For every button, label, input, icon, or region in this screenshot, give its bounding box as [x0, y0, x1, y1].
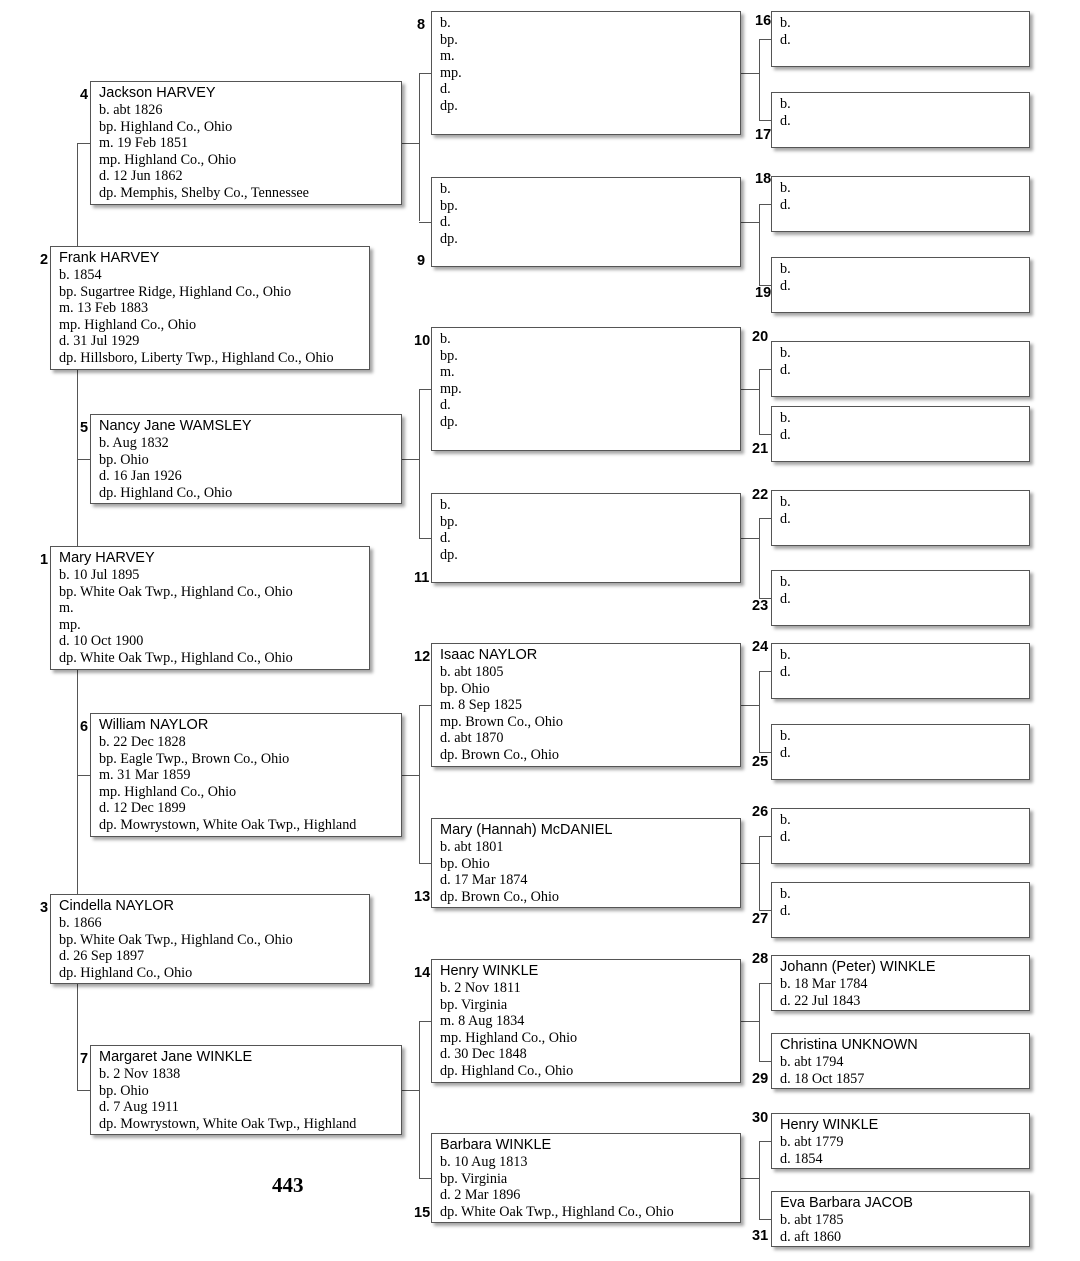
person-fact: b. [780, 180, 791, 196]
person-fact: m. 31 Mar 1859 [99, 767, 191, 784]
person-fact: b. 1854 [59, 267, 102, 283]
person-fact: dp. [440, 546, 458, 563]
person-index: 8 [417, 17, 426, 33]
person-fact: b. Aug 1832 [99, 435, 169, 451]
person-fact: m. [440, 364, 455, 381]
person-fact: m. 19 Feb 1851 [99, 135, 189, 152]
person-box[interactable] [771, 176, 1030, 232]
person-box[interactable] [90, 414, 402, 504]
person-box[interactable] [771, 1113, 1030, 1169]
person-index: 17 [755, 127, 772, 143]
person-fact: bp. White Oak Twp., Highland Co., Ohio [59, 583, 293, 600]
person-fact: b. [780, 574, 791, 590]
person-fact: b. 2 Nov 1838 [99, 1066, 181, 1082]
connector-line [759, 1141, 771, 1142]
person-fact: d. [780, 112, 791, 129]
connector-line [759, 752, 771, 753]
person-box[interactable] [771, 882, 1030, 938]
person-index: 9 [417, 253, 426, 269]
person-fact: m. [59, 600, 74, 617]
person-fact: d. 26 Sep 1897 [59, 948, 145, 965]
connector-line [419, 863, 431, 864]
person-fact: b. 10 Jul 1895 [59, 567, 140, 583]
connector-line [741, 863, 759, 864]
person-name: Cindella NAYLOR [59, 898, 174, 914]
person-box[interactable] [771, 341, 1030, 397]
person-fact: mp. [59, 616, 81, 633]
person-fact: b. 2 Nov 1811 [440, 980, 521, 996]
person-fact: bp. Sugartree Ridge, Highland Co., Ohio [59, 283, 292, 300]
person-fact: bp. Ohio [440, 680, 490, 697]
connector-line [759, 434, 771, 435]
connector-line [759, 983, 771, 984]
person-fact: bp. [440, 347, 458, 364]
person-fact: mp. [440, 64, 462, 81]
person-fact: b. [780, 812, 791, 828]
person-name: Nancy Jane WAMSLEY [99, 418, 252, 434]
person-fact: d. [780, 663, 791, 680]
person-index: 31 [752, 1228, 769, 1244]
person-fact: b. abt 1794 [780, 1054, 844, 1070]
connector-line [419, 73, 431, 74]
person-index: 6 [80, 719, 89, 735]
person-name: Christina UNKNOWN [780, 1037, 918, 1053]
person-index: 11 [414, 570, 430, 586]
person-box[interactable] [771, 257, 1030, 313]
person-index: 13 [414, 889, 431, 905]
connector-line [759, 204, 771, 205]
person-fact: dp. Hillsboro, Liberty Twp., Highland Co., Ohio [59, 349, 334, 366]
person-fact: b. [780, 345, 791, 361]
person-box[interactable] [50, 894, 370, 984]
person-fact: mp. Highland Co., Ohio [440, 1029, 578, 1046]
person-fact: b. [780, 728, 791, 744]
person-fact: dp. Brown Co., Ohio [440, 746, 560, 763]
connector-line [419, 1021, 420, 1178]
person-name: William NAYLOR [99, 717, 209, 733]
person-index: 28 [752, 951, 769, 967]
person-box[interactable] [431, 493, 741, 583]
person-fact: m. 13 Feb 1883 [59, 300, 149, 317]
person-fact: bp. Ohio [440, 855, 490, 872]
person-fact: d. 16 Jan 1926 [99, 468, 182, 485]
person-index: 3 [40, 900, 49, 916]
person-fact: dp. Memphis, Shelby Co., Tennessee [99, 184, 309, 201]
connector-line [741, 73, 759, 74]
person-fact: d. 2 Mar 1896 [440, 1187, 521, 1204]
person-fact: dp. Brown Co., Ohio [440, 888, 560, 905]
connector-line [77, 1090, 90, 1091]
person-fact: dp. [440, 413, 458, 430]
person-fact: b. [780, 96, 791, 112]
connector-line [759, 671, 771, 672]
person-fact: bp. Virginia [440, 1170, 508, 1187]
connector-line [419, 705, 420, 863]
person-fact: dp. [440, 97, 458, 114]
person-fact: b. [780, 261, 791, 277]
person-fact: b. abt 1801 [440, 839, 504, 855]
connector-line [419, 73, 420, 221]
connector-line [759, 983, 760, 1061]
person-box[interactable] [771, 724, 1030, 780]
person-index: 16 [755, 13, 772, 29]
person-fact: b. abt 1805 [440, 664, 504, 680]
person-name: Frank HARVEY [59, 250, 160, 266]
connector-line [402, 1090, 419, 1091]
person-fact: dp. Mowrystown, White Oak Twp., Highland [99, 816, 357, 833]
connector-line [77, 775, 90, 776]
person-fact: dp. Highland Co., Ohio [440, 1062, 574, 1079]
person-box[interactable] [431, 1133, 741, 1223]
person-fact: d. [780, 196, 791, 213]
person-fact: mp. Highland Co., Ohio [99, 783, 237, 800]
person-fact: b. abt 1779 [780, 1134, 844, 1150]
person-box[interactable] [771, 570, 1030, 626]
person-fact: mp. [440, 380, 462, 397]
person-fact: d. [780, 426, 791, 443]
person-box[interactable] [431, 818, 741, 908]
person-fact: d. [440, 397, 451, 414]
person-index: 25 [752, 754, 769, 770]
connector-line [77, 459, 90, 460]
connector-line [741, 389, 759, 390]
person-fact: b. abt 1785 [780, 1212, 844, 1228]
person-box[interactable] [771, 955, 1030, 1011]
person-index: 21 [752, 441, 769, 457]
person-fact: b. 1866 [59, 915, 102, 931]
person-fact: b. [440, 15, 451, 31]
person-index: 1 [40, 552, 49, 568]
person-fact: b. [440, 497, 451, 513]
connector-line [759, 1141, 760, 1219]
person-name: Isaac NAYLOR [440, 647, 538, 663]
person-fact: d. 7 Aug 1911 [99, 1099, 179, 1116]
person-fact: b. 18 Mar 1784 [780, 976, 868, 992]
person-index: 20 [752, 329, 769, 345]
person-index: 24 [752, 639, 769, 655]
person-index: 14 [414, 965, 431, 981]
person-fact: dp. White Oak Twp., Highland Co., Ohio [440, 1203, 674, 1220]
person-index: 23 [752, 598, 769, 614]
connector-line [741, 1178, 759, 1179]
person-fact: d. [780, 31, 791, 48]
person-box[interactable] [431, 643, 741, 767]
person-box[interactable] [431, 327, 741, 451]
person-fact: d. 12 Jun 1862 [99, 168, 183, 185]
person-index: 4 [80, 87, 89, 103]
person-fact: mp. Highland Co., Ohio [59, 316, 197, 333]
person-fact: d. 17 Mar 1874 [440, 872, 528, 889]
person-box[interactable] [50, 246, 370, 370]
person-index: 26 [752, 804, 769, 820]
connector-line [419, 222, 431, 223]
connector-line [759, 1219, 771, 1220]
person-fact: d. 18 Oct 1857 [780, 1070, 865, 1087]
person-index: 7 [80, 1051, 89, 1067]
person-fact: d. [440, 81, 451, 98]
connector-line [759, 1061, 771, 1062]
person-fact: b. [780, 410, 791, 426]
connector-line [419, 1021, 431, 1022]
person-index: 15 [414, 1205, 431, 1221]
person-fact: d. [780, 277, 791, 294]
person-box[interactable] [431, 177, 741, 267]
person-index: 22 [752, 487, 769, 503]
person-fact: bp. Virginia [440, 996, 508, 1013]
connector-line [759, 369, 771, 370]
connector-line [759, 836, 760, 910]
person-index: 29 [752, 1071, 769, 1087]
person-fact: bp. Ohio [99, 451, 149, 468]
connector-line [419, 1178, 431, 1179]
person-name: Henry WINKLE [780, 1117, 879, 1133]
person-name: Henry WINKLE [440, 963, 539, 979]
person-box[interactable] [771, 92, 1030, 148]
person-fact: d. [780, 744, 791, 761]
person-fact: d. aft 1860 [780, 1228, 842, 1245]
person-box[interactable] [90, 1045, 402, 1135]
connector-line [759, 369, 760, 434]
connector-line [759, 120, 771, 121]
person-fact: d. 30 Dec 1848 [440, 1046, 527, 1063]
person-fact: b. 22 Dec 1828 [99, 734, 186, 750]
person-fact: b. [780, 494, 791, 510]
person-fact: dp. Highland Co., Ohio [99, 484, 233, 501]
person-index: 30 [752, 1110, 769, 1126]
connector-line [741, 705, 759, 706]
connector-line [419, 705, 431, 706]
person-index: 10 [414, 333, 431, 349]
connector-line [419, 389, 431, 390]
person-fact: bp. Highland Co., Ohio [99, 118, 233, 135]
person-box[interactable] [90, 81, 402, 205]
person-fact: bp. White Oak Twp., Highland Co., Ohio [59, 931, 293, 948]
person-name: Barbara WINKLE [440, 1137, 552, 1153]
connector-line [77, 143, 78, 608]
person-fact: d. 31 Jul 1929 [59, 333, 140, 350]
person-name: Johann (Peter) WINKLE [780, 959, 936, 975]
person-index: 27 [752, 911, 769, 927]
person-box[interactable] [771, 808, 1030, 864]
person-fact: bp. [440, 197, 458, 214]
person-name: Mary (Hannah) McDANIEL [440, 822, 613, 838]
person-box[interactable] [50, 546, 370, 670]
person-fact: m. 8 Aug 1834 [440, 1013, 525, 1030]
person-fact: d. [780, 828, 791, 845]
connector-line [759, 39, 771, 40]
person-fact: bp. [440, 513, 458, 530]
person-fact: b. abt 1826 [99, 102, 163, 118]
person-fact: d. [780, 361, 791, 378]
person-box[interactable] [771, 643, 1030, 699]
connector-line [759, 518, 771, 519]
person-box[interactable] [771, 1033, 1030, 1089]
person-fact: dp. Mowrystown, White Oak Twp., Highland [99, 1115, 357, 1132]
person-fact: bp. Eagle Twp., Brown Co., Ohio [99, 750, 290, 767]
connector-line [402, 775, 419, 776]
person-fact: b. [780, 647, 791, 663]
person-box[interactable] [90, 713, 402, 837]
person-box[interactable] [771, 406, 1030, 462]
connector-line [759, 836, 771, 837]
person-fact: bp. [440, 31, 458, 48]
connector-line [419, 389, 420, 538]
person-index: 2 [40, 252, 49, 268]
person-index: 18 [755, 171, 772, 187]
person-fact: d. [440, 530, 451, 547]
person-fact: m. 8 Sep 1825 [440, 697, 522, 714]
person-name: Jackson HARVEY [99, 85, 216, 101]
person-box[interactable] [771, 490, 1030, 546]
person-box[interactable] [431, 11, 741, 135]
person-fact: d. 10 Oct 1900 [59, 633, 144, 650]
person-name: Eva Barbara JACOB [780, 1195, 913, 1211]
person-fact: mp. Brown Co., Ohio [440, 713, 563, 730]
person-fact: d. [780, 510, 791, 527]
person-fact: d. abt 1870 [440, 730, 504, 747]
person-name: Margaret Jane WINKLE [99, 1049, 253, 1065]
person-fact: d. 1854 [780, 1150, 823, 1167]
person-fact: d. [440, 214, 451, 231]
person-fact: mp. Highland Co., Ohio [99, 151, 237, 168]
connector-line [759, 204, 760, 285]
connector-line [759, 671, 760, 752]
connector-line [759, 518, 760, 598]
connector-line [741, 538, 759, 539]
person-fact: dp. [440, 230, 458, 247]
person-fact: dp. Highland Co., Ohio [59, 964, 193, 981]
page-number: 443 [272, 1173, 304, 1197]
person-box[interactable] [431, 959, 741, 1083]
person-index: 5 [80, 420, 89, 436]
person-index: 12 [414, 649, 431, 665]
person-fact: d. 12 Dec 1899 [99, 800, 186, 817]
person-fact: b. [780, 15, 791, 31]
person-box[interactable] [771, 11, 1030, 67]
connector-line [402, 143, 419, 144]
person-fact: b. [780, 886, 791, 902]
connector-line [741, 1021, 759, 1022]
person-fact: d. [780, 590, 791, 607]
person-index: 19 [755, 285, 772, 301]
person-fact: d. 22 Jul 1843 [780, 992, 861, 1009]
person-fact: bp. Ohio [99, 1082, 149, 1099]
connector-line [77, 143, 90, 144]
connector-line [402, 459, 419, 460]
person-fact: dp. White Oak Twp., Highland Co., Ohio [59, 649, 293, 666]
person-fact: d. [780, 902, 791, 919]
connector-line [419, 538, 431, 539]
person-fact: b. [440, 331, 451, 347]
connector-line [741, 222, 759, 223]
person-fact: m. [440, 48, 455, 65]
person-name: Mary HARVEY [59, 550, 155, 566]
connector-line [759, 39, 760, 120]
person-box[interactable] [771, 1191, 1030, 1247]
person-fact: b. [440, 181, 451, 197]
person-fact: b. 10 Aug 1813 [440, 1154, 528, 1170]
